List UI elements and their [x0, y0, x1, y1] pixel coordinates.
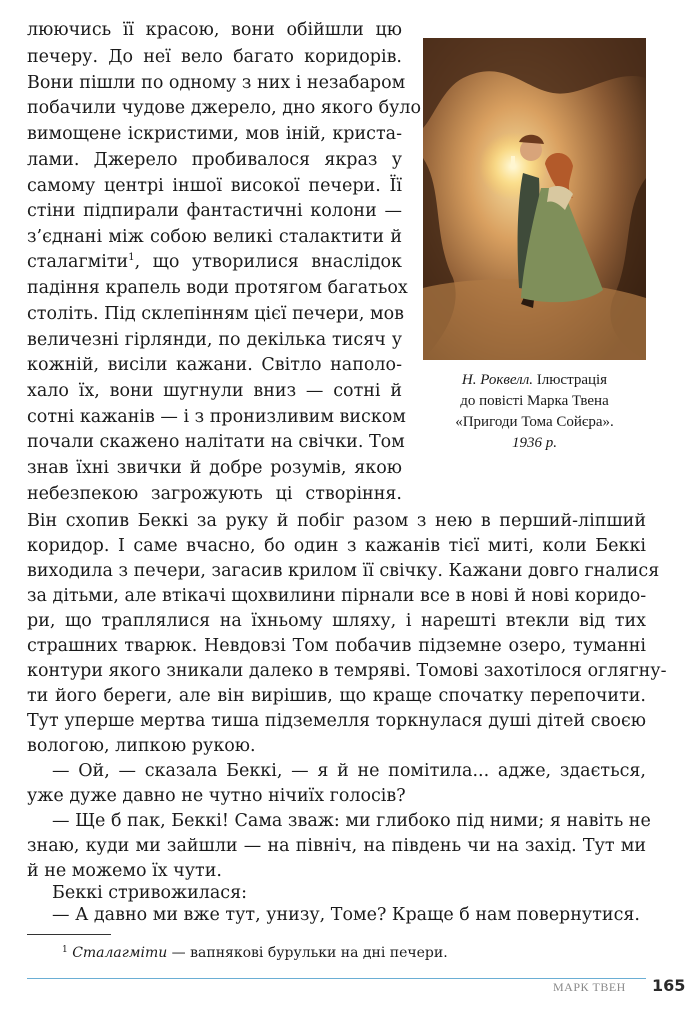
footnote-term: сталагміти — [27, 252, 129, 272]
text-line: коридор. І саме вчасно, бо один з кажанів тієї миті, коли Беккі — [27, 536, 646, 556]
text-line: століть. Під склепінням цієї печери, мов — [27, 304, 405, 324]
text-line: небезпекою загрожують ці створіння. — [27, 484, 402, 504]
caption-text: Ілюстрація — [533, 372, 608, 388]
cave-scene-illustration — [423, 38, 646, 360]
footnote-marker: 1 — [62, 945, 68, 955]
text-line: знав їхні звички й добре розумів, якою — [27, 458, 402, 478]
footer-divider — [27, 978, 646, 979]
text-line: лами. Джерело пробивалося якраз у — [27, 150, 402, 170]
dialogue-line: — Ой, — сказала Беккі, — я й не помітила... адже, здається, — [52, 761, 646, 781]
caption-year: 1936 р. — [512, 435, 557, 451]
caption-text: до повісті Марка Твена — [460, 393, 609, 409]
text-line: виходила з печери, загасив крилом її свічку. Кажани довго гналися — [27, 561, 660, 581]
text-line: вологою, липкою рукою. — [27, 736, 256, 756]
text-line: хало їх, вони шугнули вниз — сотні й — [27, 381, 402, 401]
text-line: величезні гірлянди, по декілька тисяч у — [27, 330, 402, 350]
text-line: за дітьми, але втікачі щохвилини пірнали все в нові й нові коридо- — [27, 586, 647, 606]
text-line: почали скажено налітати на свічки. Том — [27, 432, 405, 452]
text-line: сотні кажанів — і з пронизливим виском — [27, 407, 406, 427]
text-line: знаю, куди ми зайшли — на північ, на південь чи на захід. Тут ми — [27, 836, 646, 856]
page-number: 165 — [652, 976, 686, 995]
text-line: люючись її красою, вони обійшли цю — [27, 20, 402, 40]
text-line: самому центрі іншої високої печери. Її — [27, 176, 402, 196]
illustration-caption — [418, 370, 651, 454]
dialogue-line: — Ще б пак, Беккі! Сама зваж: ми глибоко під ними; я навіть не — [52, 811, 651, 831]
text-line: Тут уперше мертва тиша підземелля торкнулася душі дітей своєю — [27, 711, 646, 731]
text-line: уже дуже давно не чутно нічиїх голосів? — [27, 786, 406, 806]
caption-author: Н. Роквелл. — [461, 372, 533, 388]
dialogue-line: — А давно ми вже тут, унизу, Томе? Краще б нам повернутися. — [52, 905, 640, 925]
text-line: побачили чудове джерело, дно якого було — [27, 98, 422, 118]
text-fragment: , що утворилися внаслідок — [134, 252, 402, 272]
text-line: Вони пішли по одному з них і незабаром — [27, 73, 406, 93]
text-line: Беккі стривожилася: — [52, 883, 248, 903]
text-line: ти його береги, але він вирішив, що краще спочатку перепочити. — [27, 686, 646, 706]
text-line: страшних тварюк. Невдовзі Том побачив підземне озеро, туманні — [27, 636, 646, 656]
text-line-with-footnote-ref — [27, 251, 402, 273]
text-line: кожній, висіли кажани. Світло наполо- — [27, 355, 402, 375]
footnote-term: Сталагміти — [72, 945, 168, 961]
text-line: ри, що траплялися на їхньому шляху, і нарешті втекли від тих — [27, 611, 646, 631]
footnote-ref-marker: 1 — [128, 252, 135, 263]
footnote-definition: — вапнякові бурульки на дні печери. — [167, 945, 448, 961]
text-line: падіння крапель води протягом багатьох — [27, 278, 408, 298]
text-line: з’єднані між собою великі сталактити й — [27, 227, 402, 247]
text-line: Він схопив Беккі за руку й побіг разом з нею в перший-ліпший — [27, 511, 646, 531]
illustration-image — [423, 38, 646, 360]
text-line: й не можемо їх чути. — [27, 861, 222, 881]
footnote-divider — [27, 934, 111, 935]
running-head: МАРК ТВЕН — [553, 980, 626, 994]
footnote — [62, 943, 448, 963]
text-line: вимощене іскристими, мов іній, криста- — [27, 124, 402, 144]
text-line: печеру. До неї вело багато коридорів. — [27, 47, 402, 67]
text-line: контури якого зникали далеко в темряві. Томові захотілося оглягну- — [27, 661, 667, 681]
caption-text: «Пригоди Тома Сойєра». — [455, 414, 614, 430]
text-line: стіни підпирали фантастичні колони — — [27, 201, 402, 221]
